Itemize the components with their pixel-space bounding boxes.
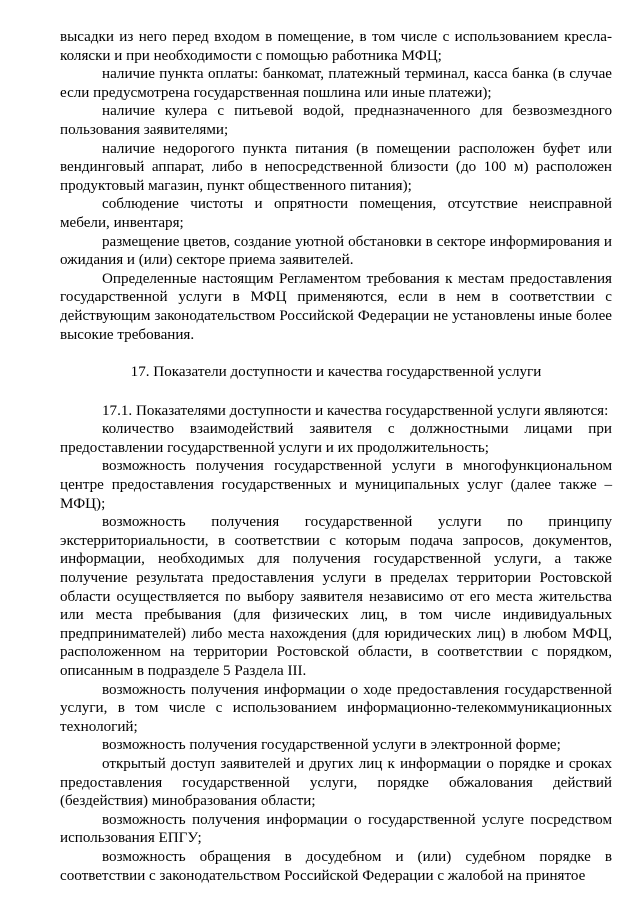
paragraph-mfc-possibility: возможность получения государственной услуги в многофункциональном центре предоставления государственных и муниципальных услуг (далее также – МФЦ); [60,458,612,512]
document-page [60,28,612,885]
paragraph-food-point: наличие недорогого пункта питания (в помещении расположен буфет или вендинговый аппарат, либо в непосредственной близости (до 100 м) расположен продуктовый магазин, пункт общественного питания); [60,140,612,194]
paragraph-requirements: Определенные настоящим Регламентом требования к местам предоставления государственной услуги в МФЦ применяются, если в нем в соответствии с действующим законодательством Российской Федерации не установлены иные более высокие требования. [60,270,612,343]
paragraph-indicators-intro: 17.1. Показателями доступности и качества государственной услуги являются: [102,402,609,419]
paragraph-continuation: высадки из него перед входом в помещение, в том числе с использованием кресла-коляски и при необходимости с помощью работника МФЦ; [60,29,612,64]
paragraph-interactions-count: количество взаимодействий заявителя с должностными лицами при предоставлении государственной услуги и их продолжительность; [60,421,612,456]
section-heading: 17. Показатели доступности и качества государственной услуги [130,364,542,381]
paragraph-appeal: возможность обращения в досудебном и (или) судебном порядке в соответствии с законодательством Российской Федерации с жалобой на принятое [60,848,612,884]
paragraph-cleanliness: соблюдение чистоты и опрятности помещения, отсутствие неисправной мебели, инвентаря; [60,196,612,231]
paragraph-open-access: открытый доступ заявителей и других лиц к информации о порядке и сроках предоставления государственной услуги, порядке обжалования действий (бездействия) минобразования области; [60,755,612,810]
paragraph-extraterritoriality: возможность получения государственной услуги по принципу экстерриториальности, в соответствии с которым подача запросов, документов, информации, необходимых для получения государственной услуги, а также получение результата предоставления услуги в пределах территории Ростовской области осуществляется по выбору заявителя независимо от его места жительства или места пребывания (для физических лиц, в том числе индивидуальных предпринимателей) либо места нахождения (для юридических лиц) в любом МФЦ, расположенном на территории Ростовской области, в соответствии с порядком, описанным в подразделе 5 Раздела III. [60,514,612,679]
paragraph-electronic-form: возможность получения государственной услуги в электронной форме; [102,737,561,754]
paragraph-flowers: размещение цветов, создание уютной обстановки в секторе информирования и ожидания и (или) секторе приема заявителей. [60,233,612,269]
paragraph-water-cooler: наличие кулера с питьевой водой, предназначенного для безвозмездного пользования заявителями; [60,103,612,138]
paragraph-payment-point: наличие пункта оплаты: банкомат, платежный терминал, касса банка (в случае если предусмотрена государственная пошлина или иные платежи); [60,66,612,101]
paragraph-progress-info: возможность получения информации о ходе предоставления государственной услуги, в том числе с использованием информационно-телекоммуникационных технологий; [60,681,612,735]
paragraph-epgu-info: возможность получения информации о государственной услуге посредством использования ЕПГУ; [60,811,612,847]
